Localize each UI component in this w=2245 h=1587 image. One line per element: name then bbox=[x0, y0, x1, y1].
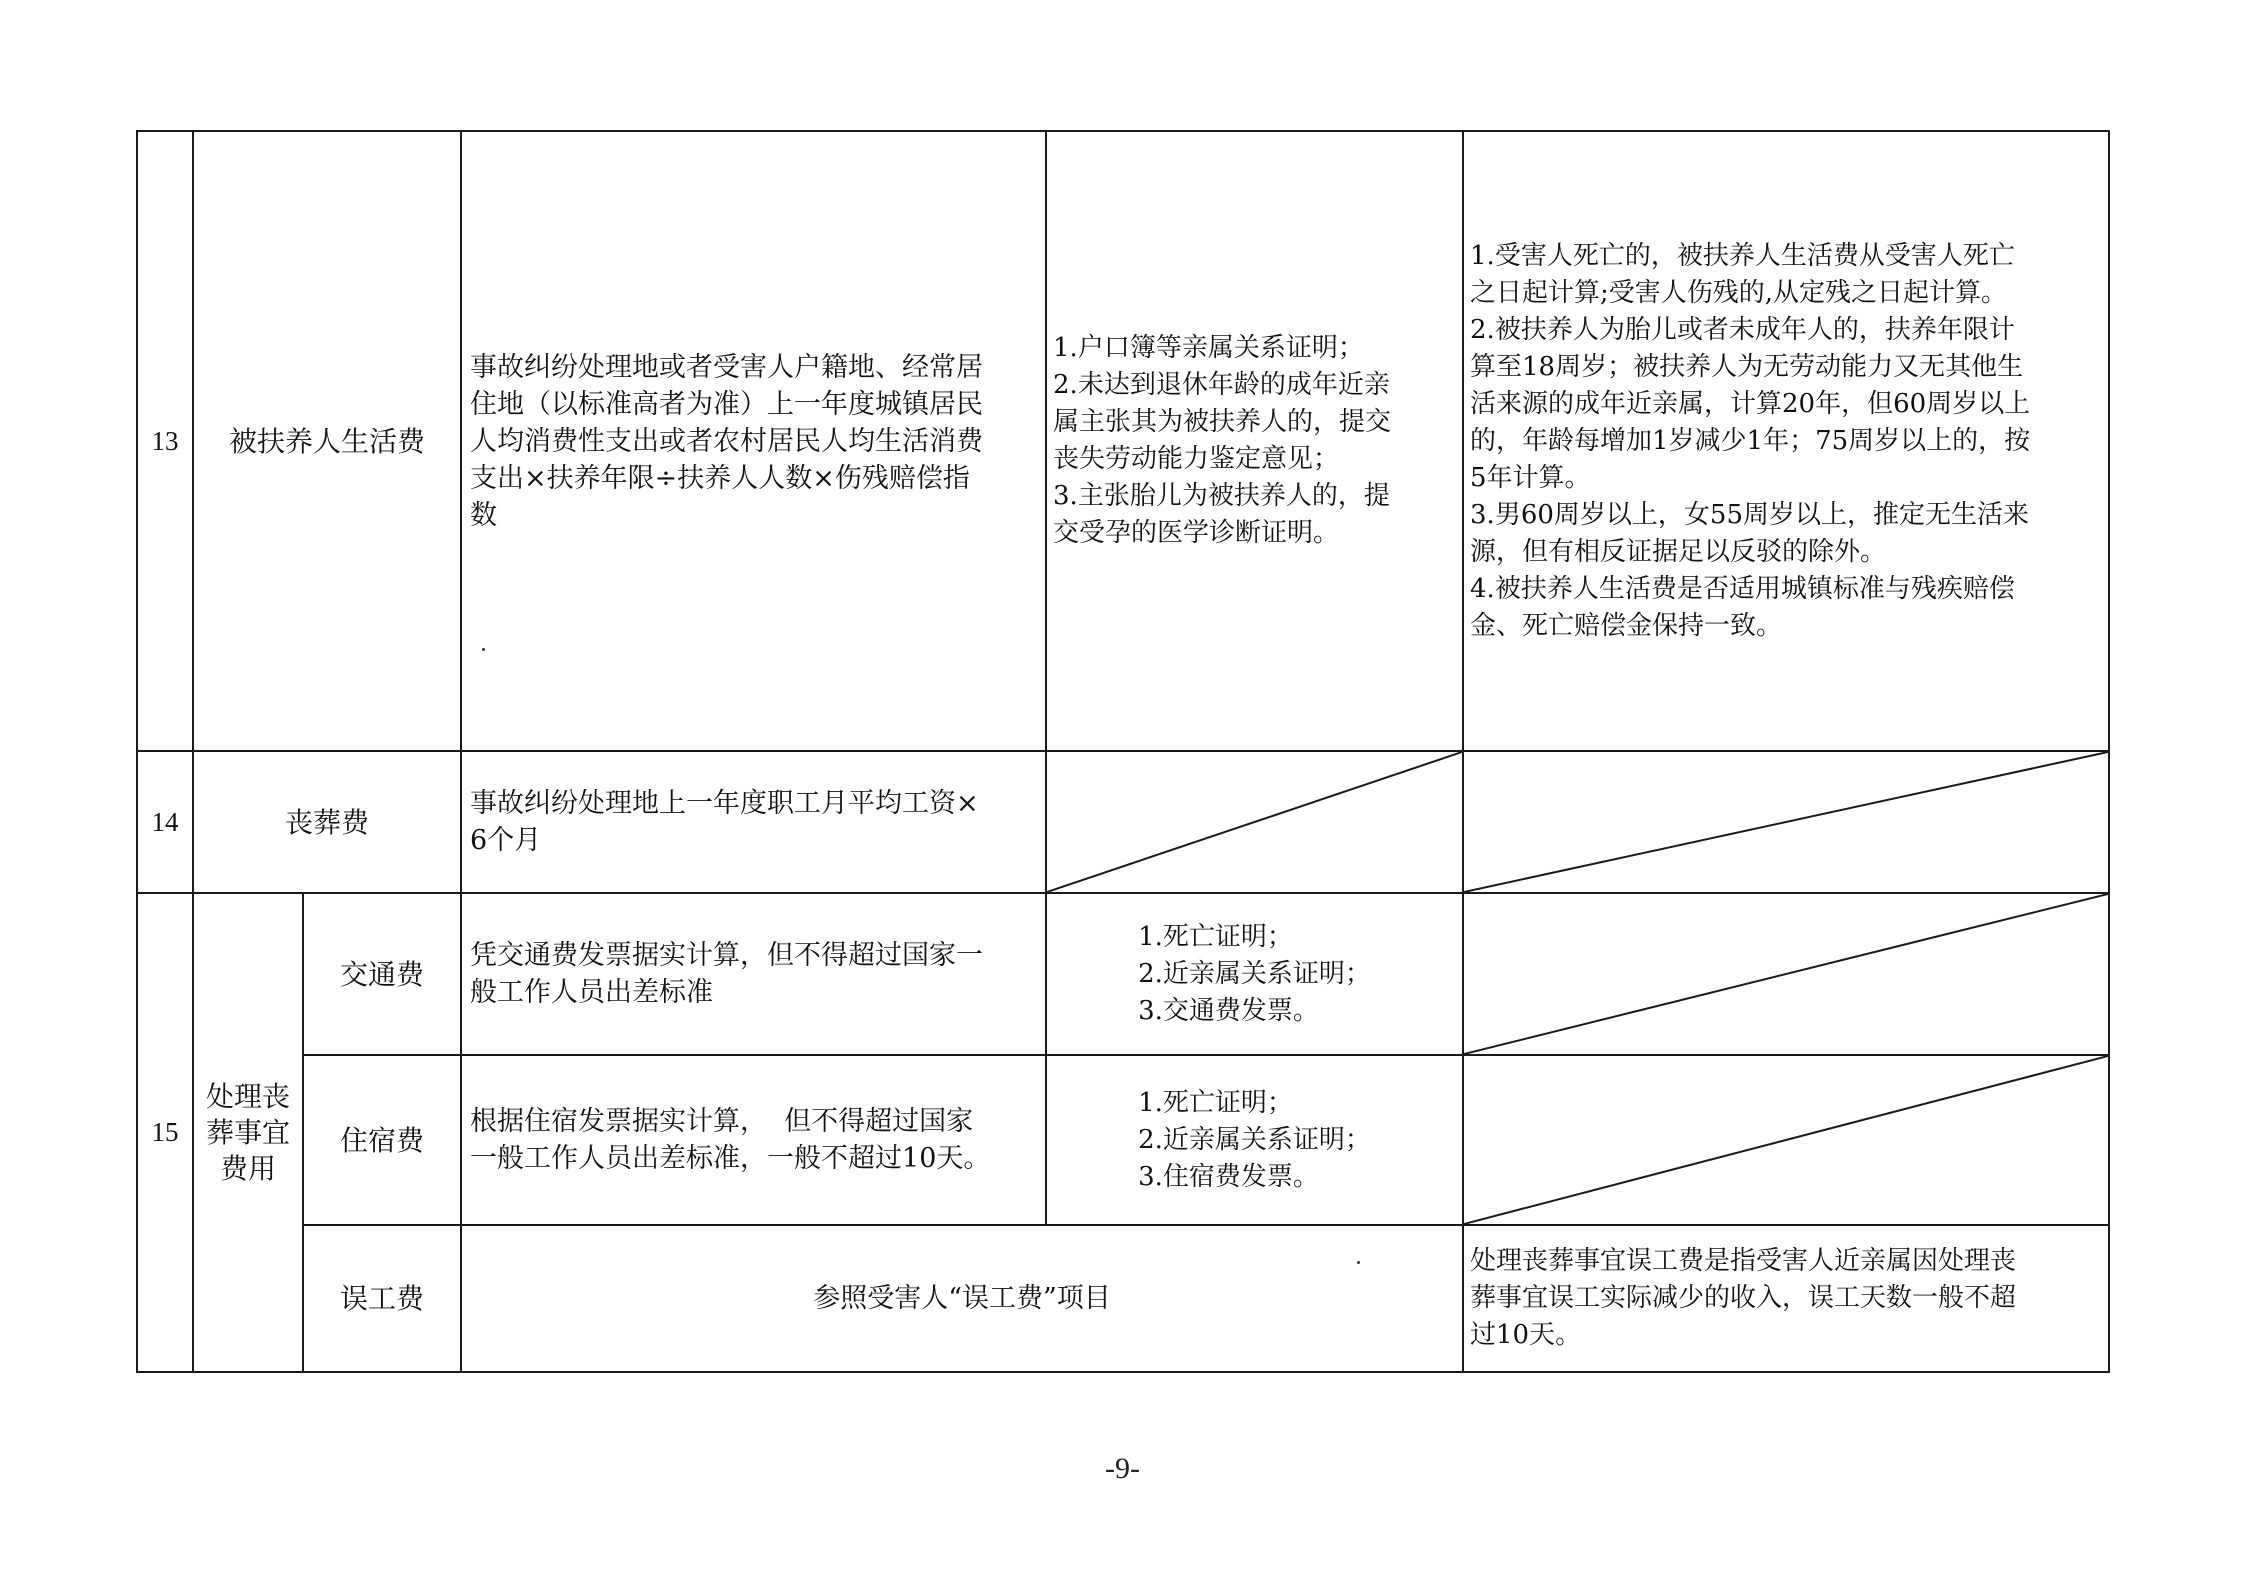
item-category bbox=[193, 893, 303, 1372]
category-line: 处理丧 bbox=[205, 1079, 290, 1113]
evidence-line: 3.主张胎儿为被扶养人的，提 bbox=[1053, 481, 1390, 511]
table-row-14 bbox=[137, 751, 2109, 893]
standard-line: 支出×扶养年限÷扶养人人数×伤残赔偿指 bbox=[470, 462, 970, 494]
remark-line: 5年计算。 bbox=[1470, 462, 1591, 493]
remarks bbox=[1463, 1225, 2109, 1372]
compensation-table bbox=[136, 130, 2110, 1373]
scan-speck bbox=[1357, 1261, 1360, 1264]
remark-line: 处理丧葬事宜误工费是指受害人近亲属因处理丧 bbox=[1470, 1246, 2017, 1276]
diagonal-slash bbox=[1047, 752, 1462, 892]
empty-cell-slashed bbox=[1463, 1055, 2109, 1225]
calculation-standard bbox=[461, 751, 1046, 893]
remark-line: 活来源的成年近亲属，计算20年，但60周岁以上 bbox=[1470, 388, 2031, 419]
item-name: 丧葬费 bbox=[193, 751, 461, 893]
standard-line: 住地（以标准高者为准）上一年度城镇居民 bbox=[470, 388, 984, 420]
table-row-15-lost-wages bbox=[137, 1225, 2109, 1372]
evidence-line: 丧失劳动能力鉴定意见； bbox=[1053, 444, 1340, 474]
standard-line: 6个月 bbox=[470, 825, 542, 856]
item-name: 误工费 bbox=[303, 1225, 461, 1372]
evidence-line: 1.死亡证明； bbox=[1138, 1087, 1293, 1118]
standard-line: 事故纠纷处理地或者受害人户籍地、经常居 bbox=[470, 351, 984, 383]
evidence-line: 3.住宿费发票。 bbox=[1138, 1161, 1319, 1192]
evidence-line: 3.交通费发票。 bbox=[1138, 995, 1319, 1026]
evidence-line: 2.未达到退休年龄的成年近亲 bbox=[1053, 370, 1390, 400]
standard-line: 事故纠纷处理地上一年度职工月平均工资× bbox=[470, 788, 979, 819]
required-evidence bbox=[1046, 1055, 1463, 1225]
required-evidence bbox=[1046, 893, 1463, 1055]
evidence-line: 交受孕的医学诊断证明。 bbox=[1053, 518, 1340, 548]
remark-line: 之日起计算;受害人伤残的,从定残之日起计算。 bbox=[1470, 277, 2008, 308]
category-line: 费用 bbox=[219, 1151, 276, 1185]
evidence-line: 属主张其为被扶养人的，提交 bbox=[1053, 407, 1392, 437]
scan-speck bbox=[482, 648, 485, 651]
row-number: 15 bbox=[137, 893, 193, 1372]
remark-line: 过10天。 bbox=[1470, 1320, 1582, 1350]
calculation-standard: 参照受害人“误工费”项目 bbox=[461, 1225, 1463, 1372]
evidence-line: 2.近亲属关系证明； bbox=[1138, 958, 1371, 989]
table-row-15-transport bbox=[137, 893, 2109, 1055]
remark-line: 1.受害人死亡的，被扶养人生活费从受害人死亡 bbox=[1470, 240, 2015, 271]
empty-cell-slashed bbox=[1463, 751, 2109, 893]
item-name: 被扶养人生活费 bbox=[193, 131, 461, 751]
standard-line: 人均消费性支出或者农村居民人均生活消费 bbox=[470, 425, 984, 457]
standard-line: 一般工作人员出差标准，一般不超过10天。 bbox=[470, 1143, 991, 1174]
standard-line: 数 bbox=[470, 499, 498, 531]
row-number: 14 bbox=[137, 751, 193, 893]
remark-line: 4.被扶养人生活费是否适用城镇标准与残疾赔偿 bbox=[1470, 573, 2015, 604]
empty-cell-slashed bbox=[1463, 893, 2109, 1055]
remark-line: 2.被扶养人为胎儿或者未成年人的，扶养年限计 bbox=[1470, 314, 2015, 345]
evidence-list bbox=[1138, 919, 1371, 1030]
page-number: -9- bbox=[1105, 1452, 1140, 1485]
diagonal-slash bbox=[1464, 1056, 2108, 1224]
table-row-13 bbox=[137, 131, 2109, 751]
standard-line: 般工作人员出差标准 bbox=[470, 977, 714, 1008]
calculation-standard bbox=[461, 131, 1046, 751]
remark-line: 金、死亡赔偿金保持一致。 bbox=[1470, 610, 1783, 641]
empty-cell-slashed bbox=[1046, 751, 1463, 893]
remark-line: 葬事宜误工实际减少的收入，误工天数一般不超 bbox=[1470, 1283, 2017, 1313]
diagonal-slash bbox=[1464, 894, 2108, 1054]
diagonal-slash bbox=[1464, 752, 2108, 892]
standard-line: 根据住宿发票据实计算， 但不得超过国家 bbox=[470, 1106, 974, 1137]
calculation-standard bbox=[461, 1055, 1046, 1225]
standard-line: 凭交通费发票据实计算，但不得超过国家一 bbox=[470, 940, 984, 971]
category-line: 葬事宜 bbox=[205, 1115, 290, 1149]
calculation-standard bbox=[461, 893, 1046, 1055]
evidence-line: 1.死亡证明； bbox=[1138, 921, 1293, 952]
remarks bbox=[1463, 131, 2109, 751]
item-name: 住宿费 bbox=[303, 1055, 461, 1225]
row-number: 13 bbox=[137, 131, 193, 751]
remark-line: 算至18周岁；被扶养人为无劳动能力又无其他生 bbox=[1470, 351, 2024, 382]
table-row-15-lodging bbox=[137, 1055, 2109, 1225]
evidence-list bbox=[1138, 1085, 1371, 1196]
evidence-line: 1.户口簿等亲属关系证明； bbox=[1053, 333, 1364, 363]
remark-line: 的，年龄每增加1岁减少1年；75周岁以上的，按 bbox=[1470, 425, 2031, 456]
item-name: 交通费 bbox=[303, 893, 461, 1055]
required-evidence bbox=[1046, 131, 1463, 751]
remark-line: 3.男60周岁以上，女55周岁以上，推定无生活来 bbox=[1470, 499, 2029, 530]
remark-line: 源，但有相反证据足以反驳的除外。 bbox=[1470, 536, 1887, 567]
evidence-line: 2.近亲属关系证明； bbox=[1138, 1124, 1371, 1155]
